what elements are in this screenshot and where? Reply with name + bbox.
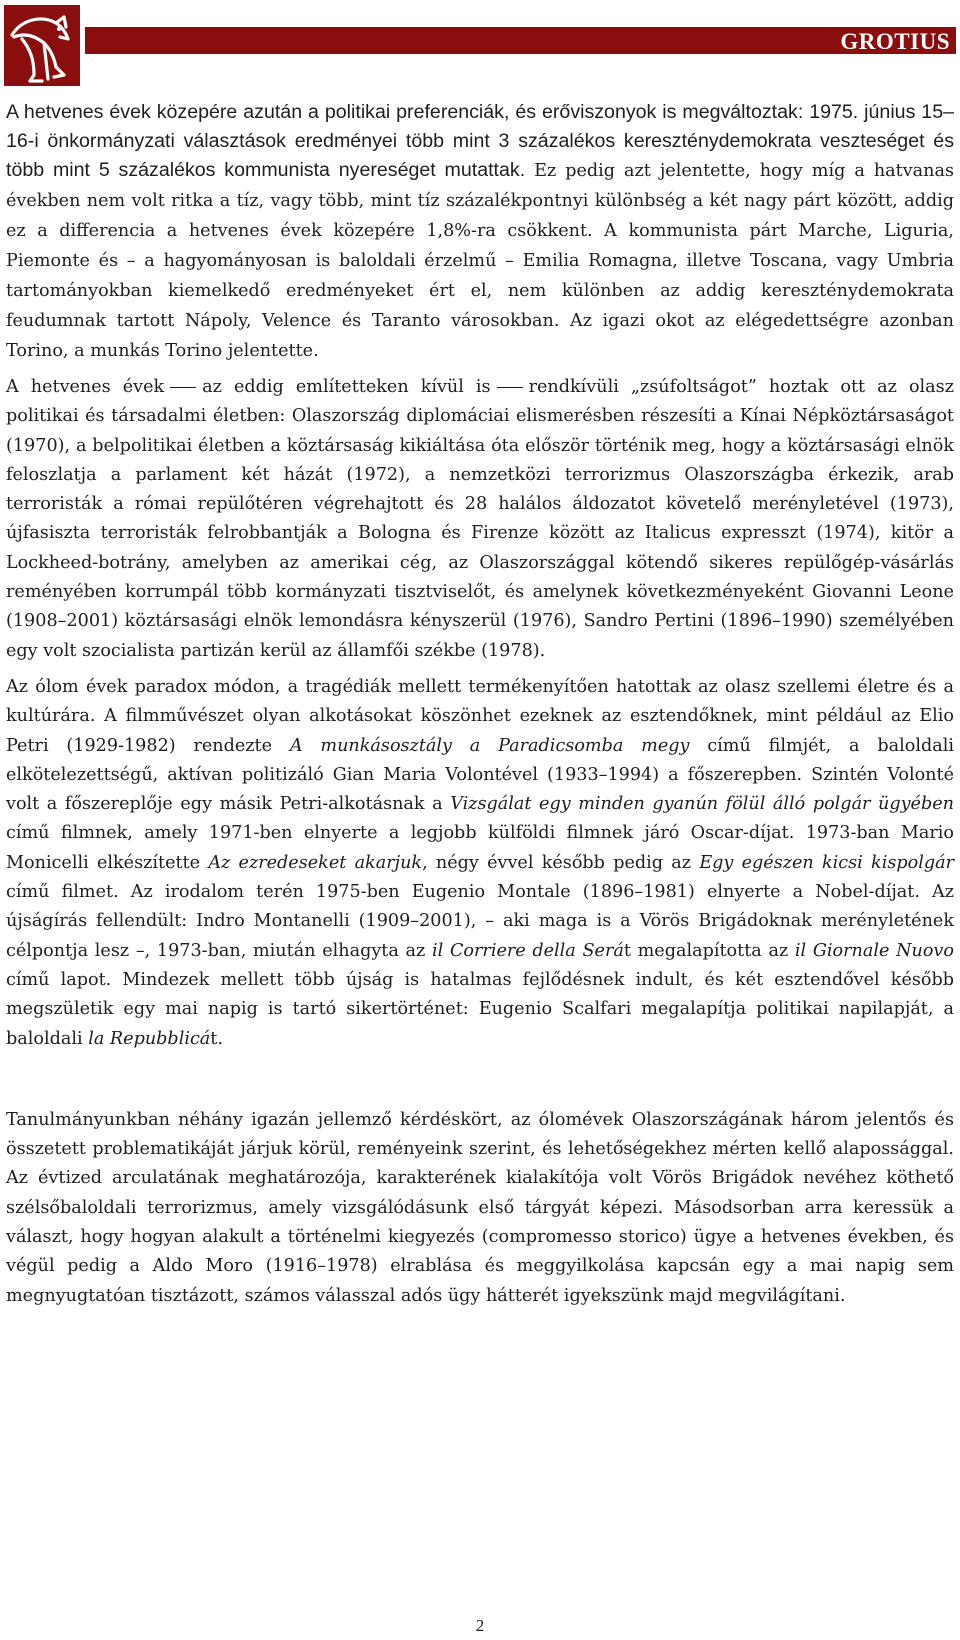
- grotius-bird-logo-icon: [4, 5, 80, 86]
- film-title: Egy egészen kicsi kispolgár: [699, 852, 955, 873]
- film-title: Az ezredeseket akarjuk: [208, 852, 423, 873]
- paragraph-2-part-c: rendkívüli „zsúfoltságot” hoztak ott az olasz politikai és társadalmi életben: Olaszország diplomáciai elismerésben részesíti a Kínai Népköztársaságot (1970), a belpolitikai életben a köztársaság kikiáltása óta először történik meg, hogy a köztársasági elnök feloszlatja a parlament két házát (1972), a nemzetközi terrorizmus Olaszországba érkezik, arab terroristák a római repülőtéren végrehajtott és 28 halálos áldozatot követelő merényletével (1973), újfasiszta terroristák felrobbantják a Bologna és Firenze között az Italicus expresszt (1974), kitör a Lockheed-botrány, amelyben az amerikai cég, az Olaszországgal kötendő sikeres repülőgép-vásárlás reményében korrumpál több kormányzati tisztviselőt, és amelynek következményeként Giovanni Leone (1908–2001) köztársasági elnök lemondásra kényszerül (1976), Sandro Pertini (1896–1990) személyében egy volt szocialista partizán kerül az államfői székbe (1978).: [6, 377, 954, 661]
- paragraph-3-text: , négy évvel később pedig az: [422, 852, 700, 873]
- paragraph-2-part-b: az eddig említetteken kívül is: [202, 377, 491, 397]
- page-header: [0, 0, 960, 90]
- newspaper-title: la Repubblicá: [88, 1028, 211, 1049]
- paragraph-3-text: című lapot. Mindezek mellett több újság is hatalmas fejlődésnek indult, és két esztendővel később megszületik egy mai napig is tartó sikertörténet: Eugenio Scalfari megalapítja politikai napilapját, a baloldali: [6, 969, 954, 1049]
- film-title: A munkásosztály a Paradicsomba megy: [289, 735, 690, 756]
- paragraph-3-text: című filmjét, a baloldali elkötelezettségű, aktívan politizáló Gian Maria Volontével (1933–1994) a főszerepben. Szintén Volonté volt a főszereplője egy másik Petri-alkotásnak a: [6, 735, 954, 815]
- paragraph-2-part-a: A hetvenes évek: [6, 377, 165, 397]
- paragraph-3-text: t megalapította az: [623, 940, 795, 961]
- paragraph-3-text: című filmnek, amely 1971-ben elnyerte a legjobb külföldi filmnek járó Oscar-díjat. 1973-ban Mario Monicelli elkészítette: [6, 823, 954, 873]
- paragraph-1: [6, 98, 954, 366]
- dash-divider: [170, 387, 196, 388]
- film-title: Vizsgálat egy minden gyanún fölül álló polgár ügyében: [450, 794, 954, 815]
- brand-title: GROTIUS: [840, 29, 950, 54]
- paragraph-1-rest: Ez pedig azt jelentette, hogy míg a hatvanas években nem volt ritka a tíz, vagy több, mint tíz százalékpontnyi különbség a két nagy párt között, addig ez a differencia a hetvenes évek közepére 1,8%-ra csökkent. A kommunista párt Marche, Liguria, Piemonte és – a hagyományosan is baloldali érzelmű – Emilia Romagna, illetve Toscana, vagy Umbria tartományokban kiemelkedő eredményeket ért el, nem különben az addig kereszténydemokrata feudumnak tartott Nápoly, Velence és Taranto városokban. Az igazi okot az elégedettségre azonban Torino, a munkás Torino jelentette.: [6, 161, 954, 361]
- newspaper-title: il Giornale Nuovo: [794, 940, 954, 961]
- paragraph-4: Tanulmányunkban néhány igazán jellemző kérdéskört, az ólomévek Olaszországának három jelentős és összetett problematikáját járjuk körül, reményeink szerint, és lehetőségekhez mérten kellő alapossággal. Az évtized arculatának meghatározója, karakterének kialakítója volt Vörös Brigádok nevéhez köthető szélsőbaloldali terrorizmus, amely vizsgálódásunk első tárgyát képezi. Másodsorban arra keressük a választ, hogy hogyan alakult a történelmi kiegyezés (compromesso storico) ügye a hetvenes években, és végül pedig a Aldo Moro (1916–1978) elrablása és meggyilkolása kapcsán egy a mai napig sem megnyugtatóan tisztázott, számos válasszal adós ügy hátterét igyekszünk majd megvilágítani.: [6, 1109, 954, 1306]
- paragraph-3-text: Az ólom évek paradox módon, a tragédiák mellett termékenyítően hatottak az olasz szellemi életre és a kultúrára. A filmművészet olyan alkotásokat köszönhet ezeknek az esztendőknek, mint például az Elio Petri (1929-1982) rendezte: [6, 676, 954, 756]
- paragraph-3-text: című filmet. Az irodalom terén 1975-ben Eugenio Montale (1896–1981) elnyerte a Nobel-díjat. Az újságírás fellendült: Indro Montanelli (1909–2001), – aki maga is a Vörös Brigádoknak merényletének célpontja lesz –, 1973-ban, miután elhagyta az: [6, 882, 954, 961]
- newspaper-title: il Corriere della Será: [432, 940, 624, 961]
- dash-divider: [497, 387, 523, 388]
- paragraph-3: [6, 673, 954, 1054]
- paragraph-2: [6, 373, 954, 666]
- article-body: [6, 98, 954, 1311]
- page-number: 2: [475, 1616, 485, 1635]
- paragraph-1-lead: A hetvenes évek közepére azután a politikai preferenciák, és erőviszonyok is megváltoztak: 1975. június 15–16-i önkormányzati választások eredményei több mint 3 százalékos kereszténydemokrata veszteséget és több mint 5 százalékos kommunista nyereséget mutattak.: [6, 101, 954, 181]
- header-bar: [85, 27, 956, 54]
- paragraph-3-text: t.: [210, 1028, 223, 1049]
